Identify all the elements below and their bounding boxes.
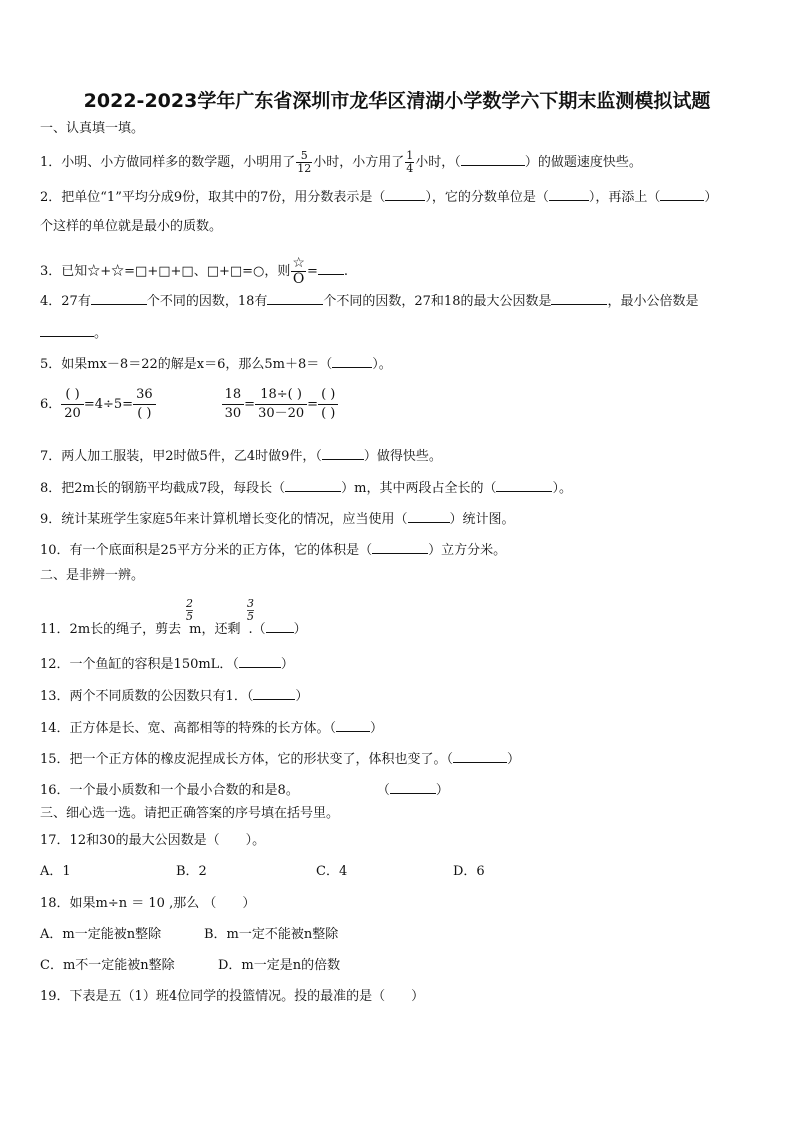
section-2-heading: 二、是非辨一辨。 (40, 568, 145, 583)
fraction-star-over-circle: $\frac{☆}{O}$ (292, 255, 305, 287)
section-1-heading: 一、认真填一填。 (40, 121, 145, 136)
question-13: 13．两个不同质数的公因数只有1．（ ） (40, 689, 309, 704)
answer-blank-q11[interactable] (266, 620, 294, 633)
answer-blank-q4-4[interactable] (40, 324, 94, 337)
fraction-18-30: $\frac{18}{30}$ (222, 386, 245, 423)
fraction-18-div-blank: $\frac{18\div( )}{30-20}$ (255, 386, 307, 423)
answer-blank-q2-1[interactable] (385, 188, 425, 201)
answer-blank-q2-3[interactable] (660, 188, 704, 201)
answer-blank-q7[interactable] (322, 447, 364, 460)
option-18-b[interactable]: B．m一定不能被n整除 (204, 927, 339, 942)
answer-blank-q9[interactable] (408, 510, 450, 523)
option-17-a[interactable]: A．1 (40, 864, 71, 879)
option-18-d[interactable]: D．m一定是n的倍数 (218, 958, 341, 973)
question-12: 12．一个鱼缸的容积是150mL．（ ） (40, 657, 294, 672)
section-3-heading: 三、细心选一选。请把正确答案的序号填在括号里。 (40, 806, 340, 821)
fraction-blank-over-blank: $\frac{( )}{( )}$ (318, 386, 338, 423)
question-6: 6． $\frac{( )}{20}$ =4÷5= $\frac{36}{( )}$ $\frac{18}{30}$ = $\frac{18\div( )}{30-20}$ = $\frac{( )}{( )}$ (40, 386, 338, 426)
fraction-1-4: $\frac{1}{4}$ (406, 149, 414, 175)
question-16: 16．一个最小质数和一个最小合数的和是8。 （ ） (40, 783, 449, 798)
question-10: 10．有一个底面积是25平方分米的正方体，它的体积是（ ）立方分米。 (40, 543, 507, 558)
question-8: 8．把2m长的钢筋平均截成7段，每段长（ ）m，其中两段占全长的（ ）。 (40, 481, 572, 496)
fraction-blank-over-20: $\frac{( )}{20}$ (61, 386, 84, 423)
answer-blank-q13[interactable] (253, 687, 295, 700)
question-7: 7．两人加工服装，甲2时做5件，乙4时做9件，（ ）做得快些。 (40, 449, 442, 464)
fraction-3-5: $\frac{3}{5}$ (247, 597, 254, 623)
question-14: 14．正方体是长、宽、高都相等的特殊的长方体。（ ） (40, 721, 384, 736)
answer-blank-q16[interactable] (390, 781, 436, 794)
answer-blank-q4-2[interactable] (267, 292, 323, 305)
answer-blank-q4-1[interactable] (91, 292, 147, 305)
answer-blank-q15[interactable] (453, 750, 507, 763)
question-11: 11．2m长的绳子，剪去 $\frac{2}{5}$ m，还剩 $\frac{3}{5}$ .（ ） (40, 597, 307, 637)
option-18-c[interactable]: C．m不一定能被n整除 (40, 958, 175, 973)
answer-blank-q3[interactable] (318, 262, 344, 275)
question-2-line-1: 2．把单位“1”平均分成9份，取其中的7份，用分数表示是（ ），它的分数单位是（ ），再添上（ ） (40, 190, 718, 205)
answer-blank-q14[interactable] (336, 719, 370, 732)
answer-blank-q10[interactable] (372, 541, 428, 554)
option-17-d[interactable]: D．6 (453, 864, 485, 879)
question-2-line-2: 个这样的单位就是最小的质数。 (40, 219, 223, 234)
answer-blank-q2-2[interactable] (549, 188, 589, 201)
answer-blank-q8-2[interactable] (496, 479, 552, 492)
question-3: 3．已知☆+☆=□+□+□、□+□=○，则 $\frac{☆}{O}$ = . (40, 255, 348, 287)
fraction-5-12: $\frac{5}{12}$ (297, 149, 312, 175)
question-1: 1．小明、小方做同样多的数学题，小明用了 $\frac{5}{12}$ 小时，小方用了 $\frac{1}{4}$ 小时，（ ）的做题速度快些。 (40, 149, 642, 175)
answer-blank-q5[interactable] (332, 355, 372, 368)
answer-blank-q4-3[interactable] (551, 292, 607, 305)
question-4-line-1: 4．27有 个不同的因数，18有 个不同的因数，27和18的最大公因数是 ，最小公倍数是 (40, 294, 699, 309)
question-17-stem: 17．12和30的最大公因数是（ ）。 (40, 833, 266, 848)
question-4-line-2: 。 (40, 324, 107, 342)
fraction-2-5: $\frac{2}{5}$ (186, 597, 193, 623)
fraction-36-over-blank: $\frac{36}{( )}$ (133, 386, 156, 423)
answer-blank-q8-1[interactable] (285, 479, 341, 492)
option-18-a[interactable]: A．m一定能被n整除 (40, 927, 162, 942)
question-15: 15．把一个正方体的橡皮泥捏成长方体，它的形状变了，体积也变了。（ ） (40, 752, 521, 767)
answer-blank-q12[interactable] (239, 655, 281, 668)
question-9: 9．统计某班学生家庭5年来计算机增长变化的情况，应当使用（ ）统计图。 (40, 512, 515, 527)
page-title: 2022-2023学年广东省深圳市龙华区清湖小学数学六下期末监测模拟试题 (83, 90, 711, 112)
question-5: 5．如果mx－8＝22的解是x＝6，那么5m＋8＝（ ）。 (40, 357, 392, 372)
option-17-b[interactable]: B．2 (176, 864, 207, 879)
option-17-c[interactable]: C．4 (316, 864, 348, 879)
question-19-stem: 19．下表是五（1）班4位同学的投篮情况。投的最准的是（ ） (40, 989, 425, 1004)
question-18-stem: 18．如果m÷n ＝ 10 ,那么 （ ） (40, 896, 256, 911)
answer-blank-q1[interactable] (461, 153, 525, 166)
